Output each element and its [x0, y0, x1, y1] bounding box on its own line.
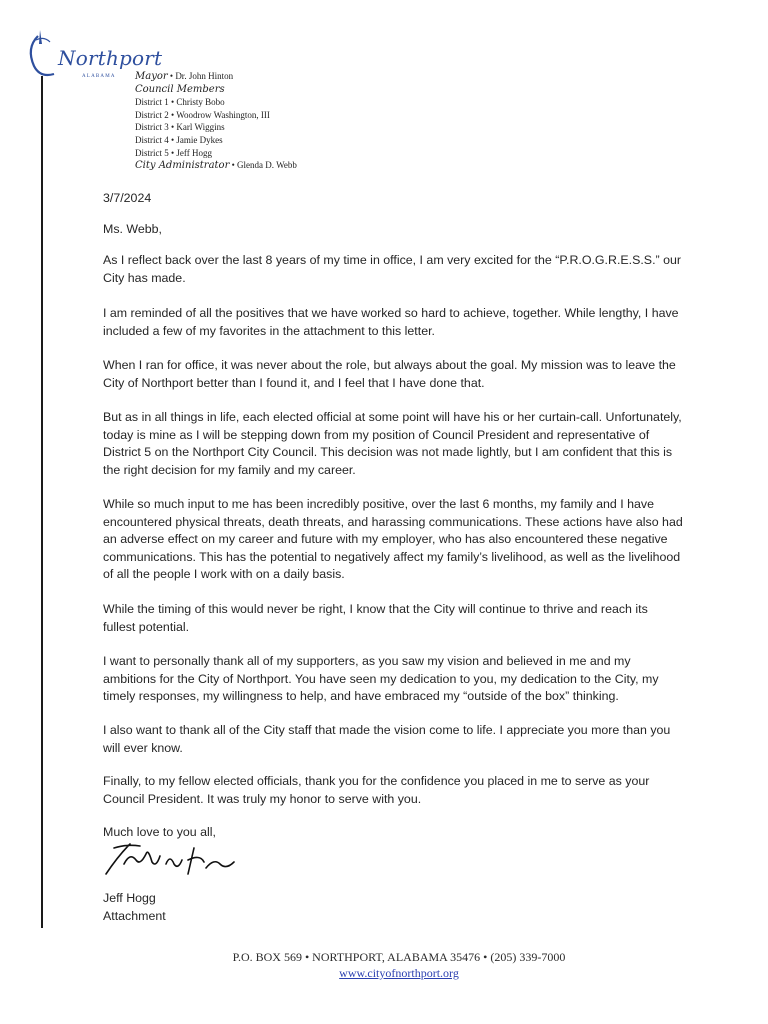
logo-wordmark: Northport: [58, 46, 163, 70]
mayor-bullet: •: [169, 71, 174, 81]
footer-website-link[interactable]: www.cityofnorthport.org: [339, 966, 459, 980]
signer-name: Jeff Hogg: [103, 891, 156, 905]
paragraph: But as in all things in life, each elected official at some point will have his or her curtain-call. Unfortunately, today is mine as I will be stepping down from my position of Council President and representative of District 5 on the Northport City Council. This decision was not made lightly, but I am confident that this is the right decision for my family and my career.: [103, 410, 682, 477]
administrator-name: Glenda D. Webb: [237, 160, 297, 171]
district-item: District 2 • Woodrow Washington, III: [135, 109, 270, 120]
signature-block: [103, 890, 166, 925]
paragraph: While so much input to me has been incredibly positive, over the last 6 months, my family and I have encountered physical threats, death threats, and harassing communications. These actions have also had an adverse effect on my career and future with my employer, who has also encountered these negative communications. This has the potential to negatively affect my family’s livelihood, as well as the livelihood of all the people I work with on a daily basis.: [103, 497, 683, 582]
district-item: District 3 • Karl Wiggins: [135, 122, 225, 133]
council-roster: [135, 70, 297, 173]
closing: Much love to you all,: [103, 825, 216, 839]
administrator-line: [135, 159, 297, 173]
administrator-bullet: •: [231, 160, 235, 171]
paragraph: I also want to thank all of the City staff that made the vision come to life. I appreciate you more than you will ever know.: [103, 723, 671, 755]
administrator-label: City Administrator: [135, 160, 230, 172]
district-item: District 1 • Christy Bobo: [135, 97, 225, 108]
mayor-label: Mayor: [135, 71, 168, 82]
paragraph: While the timing of this would never be right, I know that the City will continue to thrive and reach its fullest potential.: [103, 602, 648, 634]
paragraph: I want to personally thank all of my supporters, as you saw my vision and believed in me and my ambitions for the City of Northport. You have seen my dedication to you, my dedication to the City, my timely responses, my willingness to help, and have embraced my “outside of the box” thinking.: [103, 654, 659, 704]
paragraph: Finally, to my fellow elected officials, thank you for the confidence you placed in me to serve as your Council President. It was truly my honor to serve with you.: [103, 774, 650, 806]
handwritten-signature: [100, 834, 250, 884]
mayor-name: Dr. John Hinton: [175, 71, 234, 81]
mayor-line: [135, 70, 297, 84]
footer-address: P.O. BOX 569 • NORTHPORT, ALABAMA 35476 • (205) 339-7000: [232, 950, 566, 964]
logo-state: ALABAMA: [82, 74, 116, 79]
council-label: Council Members: [135, 83, 225, 95]
paragraph: When I ran for office, it was never about the role, but always about the goal. My mission was to leave the City of Northport better than I found it, and I feel that I have done that.: [103, 358, 676, 390]
letterhead-divider: [41, 76, 43, 928]
district-item: District 4 • Jamie Dykes: [135, 134, 223, 145]
district-item: District 5 • Jeff Hogg: [135, 147, 212, 158]
paragraph: As I reflect back over the last 8 years of my time in office, I am very excited for the “P.R.O.G.R.E.S.S.” our City has made.: [103, 253, 681, 285]
enclosure-note: Attachment: [103, 908, 166, 923]
salutation: Ms. Webb,: [103, 222, 162, 236]
paragraph: I am reminded of all the positives that we have worked so hard to achieve, together. While lengthy, I have included a few of my favorites in the attachment to this letter.: [103, 306, 679, 338]
letter-date: 3/7/2024: [103, 191, 152, 205]
